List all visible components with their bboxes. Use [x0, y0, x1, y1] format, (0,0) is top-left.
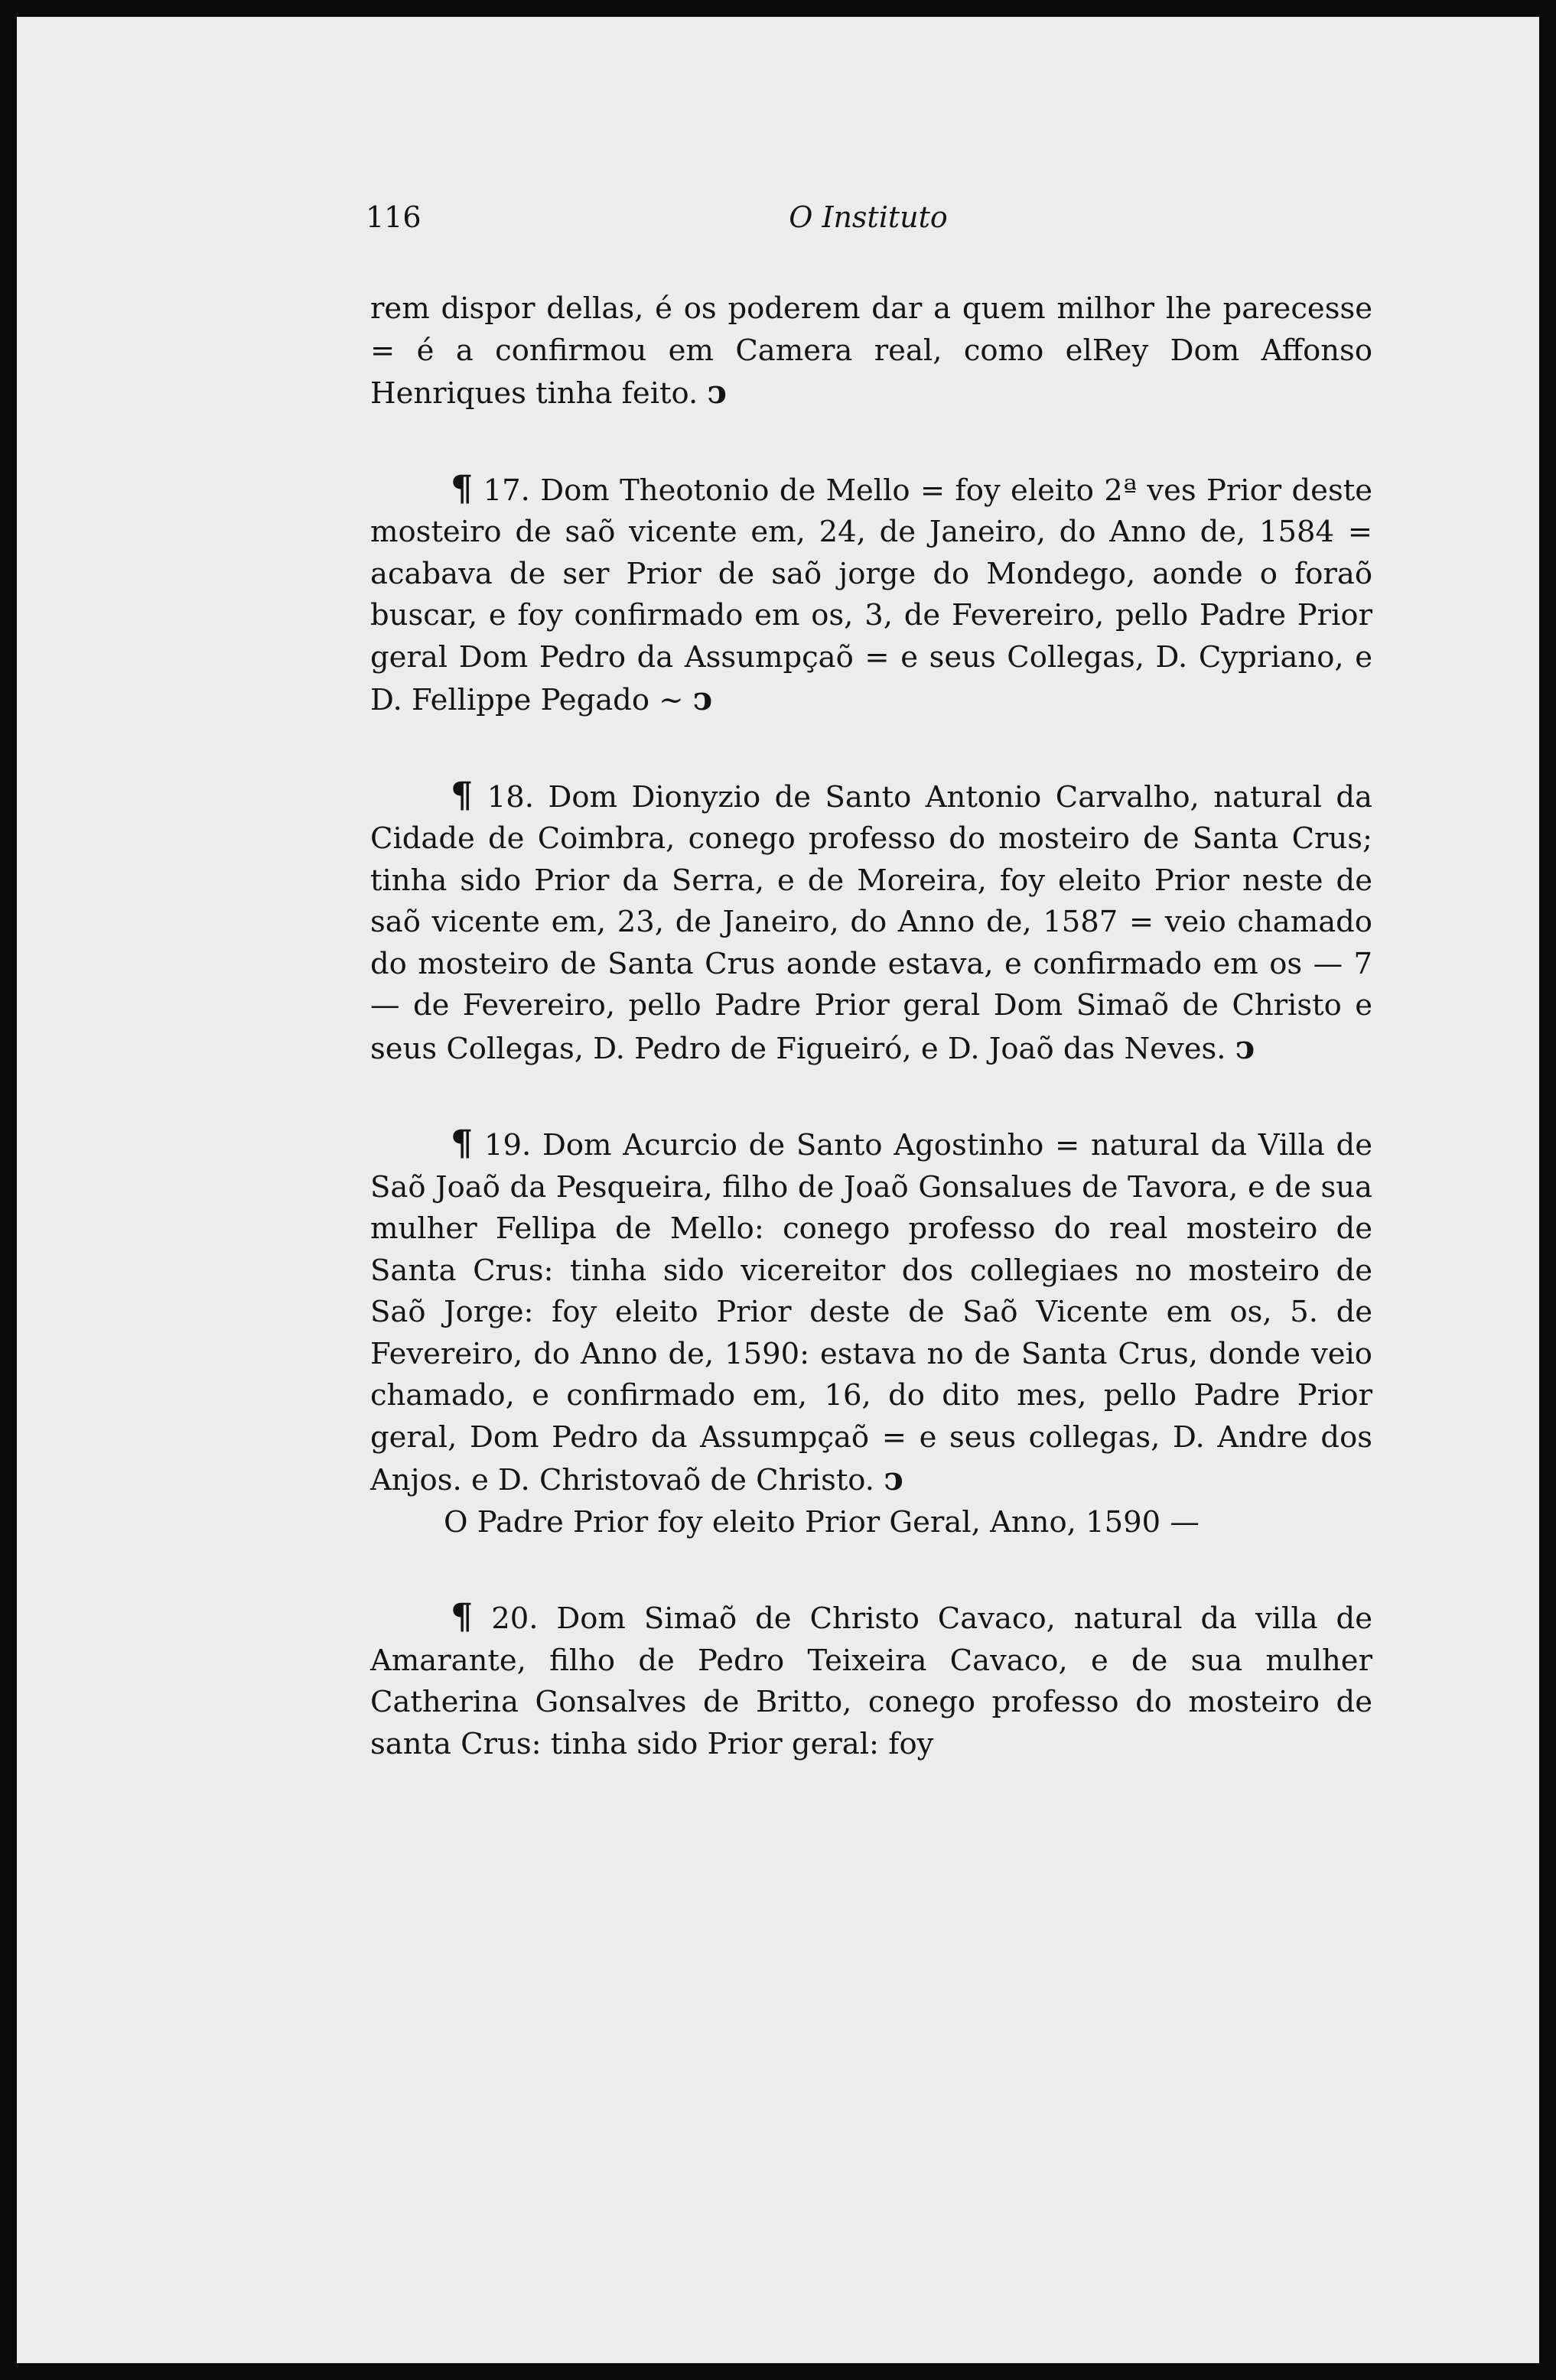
- paragraph-number: 17.: [483, 473, 530, 508]
- paragraph-17: [370, 467, 1372, 722]
- paragraph-text: Dom Theotonio de Mello = foy eleito 2ª ves Prior deste mosteiro de saõ vicente em, 24, de Janeiro, do Anno de, 1584 = acabava de ser Prior de saõ jorge do Mondego, aonde o foraõ buscar, e foy confirmado em os, 3, de Fevereiro, pello Padre Prior geral Dom Pedro da Assumpçaõ = e seus Collegas, D. Cypriano, e D. Fellippe Pegado ~: [370, 473, 1372, 717]
- pilcrow-icon: ¶: [451, 1595, 474, 1637]
- pilcrow-icon: ¶: [451, 773, 474, 815]
- paragraph-number: 18.: [487, 779, 534, 814]
- page-header: [358, 194, 1379, 240]
- paragraph-number: 20.: [491, 1601, 539, 1636]
- paragraph-20: [370, 1595, 1372, 1765]
- body-text: [370, 288, 1372, 1765]
- pilcrow-icon: ¶: [451, 467, 474, 509]
- end-mark: ↄ: [1235, 1028, 1255, 1066]
- pilcrow-icon: ¶: [451, 1122, 474, 1163]
- paragraph-19: [370, 1122, 1372, 1502]
- paragraph-text: Dom Dionyzio de Santo Antonio Carvalho, natural da Cidade de Coimbra, conego professo do mosteiro de Santa Crus; tinha sido Prior da Serra, e de Moreira, foy eleito Prior neste de saõ vicente em, 23, de Janeiro, do Anno de, 1587 = veio chamado do mosteiro de Santa Crus aonde estava, e confirmado em os — 7 — de Fevereiro, pello Padre Prior geral Dom Simaõ de Christo e seus Collegas, D. Pedro de Figueiró, e D. Joaõ das Neves.: [370, 779, 1372, 1066]
- paragraph-text: O Padre Prior foy eleito Prior Geral, Anno, 1590 —: [444, 1504, 1200, 1540]
- paragraph-number: 19.: [484, 1128, 532, 1162]
- end-mark: ↄ: [707, 373, 728, 411]
- paragraph-text: Dom Acurcio de Santo Agostinho = natural da Villa de Saõ Joaõ da Pesqueira, filho de Joaõ Gonsalues de Tavora, e de sua mulher Fellipa de Mello: conego professo do real mosteiro de Santa Crus: tinha sido vicereitor dos collegiaes no mosteiro de Saõ Jorge: foy eleito Prior deste de Saõ Vicente em os, 5. de Fevereiro, do Anno de, 1590: estava no de Santa Crus, donde veio chamado, e confirmado em, 16, do dito mes, pello Padre Prior geral, Dom Pedro da Assumpçaõ = e seus collegas, D. Andre dos Anjos. e D. Christovaõ de Christo.: [370, 1128, 1372, 1497]
- page-sheet: [17, 17, 1539, 2363]
- prior-general-note: [370, 1502, 1372, 1544]
- paragraph-text: rem dispor dellas, é os poderem dar a quem milhor lhe parecesse = é a confirmou em Camera real, como elRey Dom Affonso Henriques tinha feito.: [370, 291, 1372, 411]
- paragraph-text: Dom Simaõ de Christo Cavaco, natural da villa de Amarante, filho de Pedro Teixeira Cavaco, e de sua mulher Catherina Gonsalves de Britto, conego professo do mosteiro de santa Crus: tinha sido Prior geral: foy: [370, 1601, 1372, 1761]
- paragraph-continuation: [370, 288, 1372, 415]
- end-mark: ↄ: [884, 1460, 903, 1497]
- paragraph-18: [370, 774, 1372, 1071]
- page-number: 116: [366, 200, 422, 234]
- running-title: O Instituto: [789, 200, 948, 234]
- end-mark: ↄ: [692, 680, 713, 717]
